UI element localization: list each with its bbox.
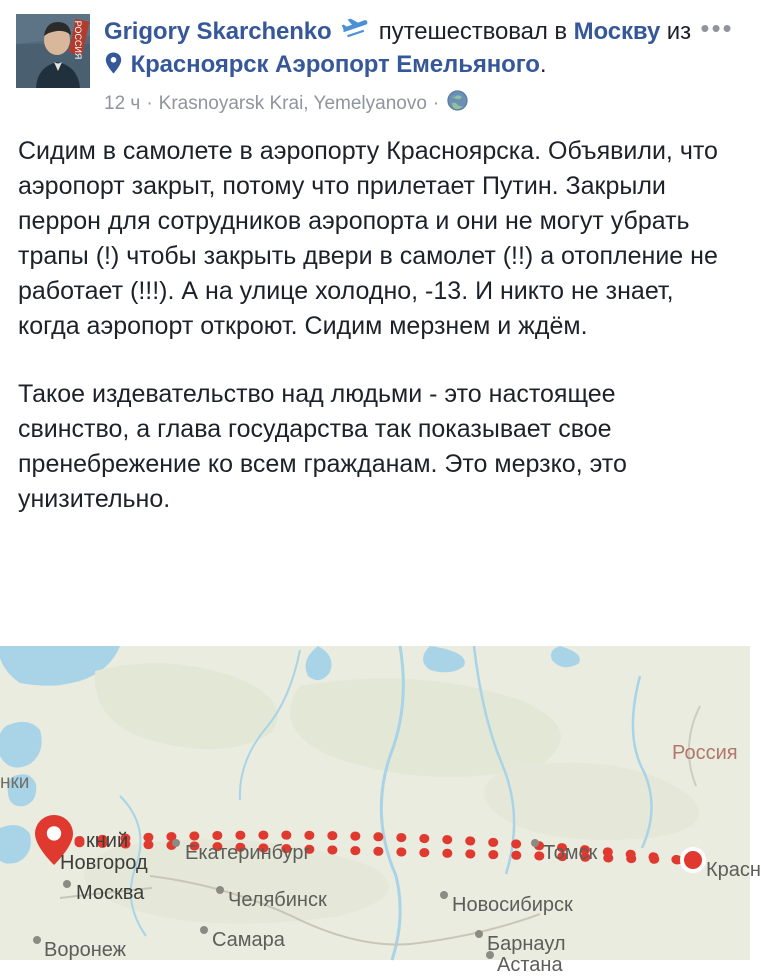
post-paragraph-1: Сидим в самолете в аэропорту Красноярска. Объявили, что аэропорт закрыт, потому что прилетает Путин. Закрыли перрон для сотрудников аэропорта и они не могут убрать трапы (!) чтобы закрыть двери в самолет (!!) а отопление не работает (!!!). А на улице холодно, -13. И никто не знает, когда аэропорт откроют. Сидим мерзнем и ждём.	[18, 137, 718, 340]
map-pin-moscow[interactable]	[34, 814, 74, 866]
post-header	[0, 0, 750, 118]
from-word: из	[666, 18, 692, 45]
map-label-city: Воронеж	[44, 939, 127, 961]
map-label-city: Астана	[497, 954, 563, 976]
map-label-city: кний	[86, 830, 129, 852]
post-body	[0, 118, 750, 525]
post-meta	[104, 90, 700, 118]
map-dot-city	[475, 930, 483, 938]
airplane-icon	[341, 17, 369, 49]
origin[interactable]: Красноярск Аэропорт Емельяного	[130, 51, 540, 78]
globe-icon[interactable]	[447, 90, 468, 118]
map-label-city: нки	[0, 772, 30, 793]
map-label-city: Новосибирск	[452, 894, 573, 916]
avatar[interactable]	[16, 14, 90, 88]
author-name[interactable]: Grigory Skarchenko	[104, 18, 332, 45]
action-verb: путешествовал в	[378, 18, 568, 45]
map-dot-city	[440, 891, 448, 899]
location-pin-icon	[105, 51, 122, 82]
map-label-city: Барнаул	[487, 933, 566, 955]
map-label-city: Томск	[543, 842, 598, 864]
map-dot-city	[216, 886, 224, 894]
meta-separator-2: ·	[432, 93, 440, 114]
post-headline	[104, 16, 700, 82]
map-dot-city	[63, 880, 71, 888]
map-canvas	[0, 646, 750, 960]
map-label-city: Челябинск	[228, 889, 327, 911]
map-dot-city	[531, 839, 539, 847]
headline-period: .	[539, 51, 547, 78]
map-dot-city	[486, 951, 494, 959]
destination[interactable]: Москву	[573, 18, 661, 45]
map-attachment[interactable]	[0, 646, 761, 976]
map-label-city: Екатеринбург	[185, 842, 311, 864]
svg-text:РОССИЯ: РОССИЯ	[73, 20, 83, 60]
post-header-text	[104, 14, 700, 118]
map-label-city: Красн	[706, 859, 761, 881]
map-label-city: Москва	[76, 882, 145, 904]
map-dot-city	[200, 926, 208, 934]
map-label-city: Самара	[212, 929, 285, 951]
timestamp[interactable]: 12 ч	[104, 93, 141, 114]
map-dot-city	[172, 839, 180, 847]
meta-separator-1: ·	[146, 93, 153, 114]
map-dot-city	[33, 936, 41, 944]
map-label-country: Россия	[672, 742, 738, 764]
more-options-icon[interactable]: •••	[700, 13, 734, 43]
map-label-city: Новгород	[60, 852, 148, 874]
post-location[interactable]: Krasnoyarsk Krai, Yemelyanovo	[158, 93, 427, 114]
map-dot-krasnoyarsk[interactable]	[680, 847, 706, 873]
post-paragraph-2: Такое издевательство над людьми - это настоящее свинство, а глава государства так показывает свое пренебрежение ко всем гражданам. Это мерзко, это унизительно.	[18, 380, 627, 513]
